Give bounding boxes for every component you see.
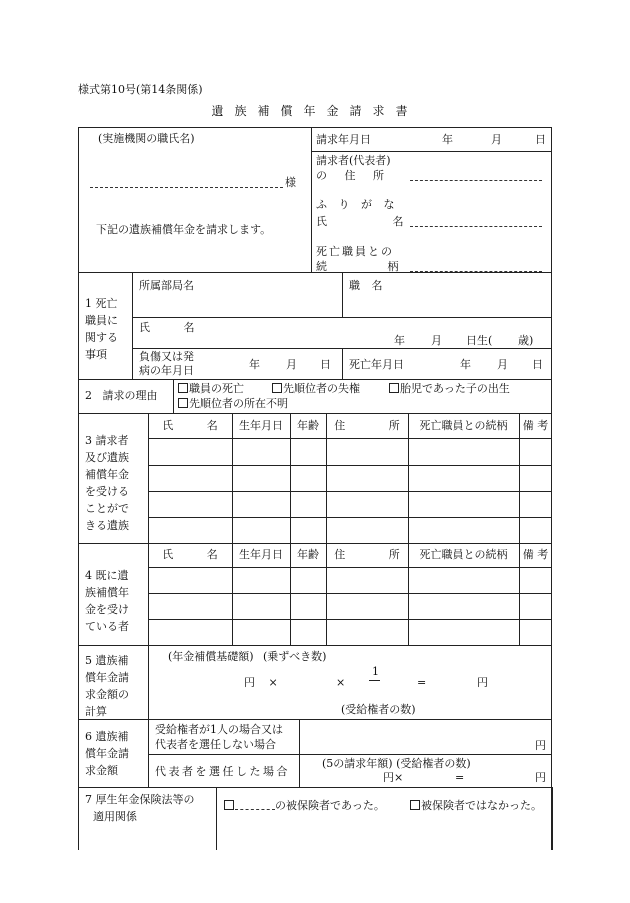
section3-label: 3 請求者 及び遺族 補償年金 を受ける ことがで きる遺族 — [85, 434, 129, 532]
age-suffix: 歳) — [518, 334, 534, 347]
request-statement: 下記の遺族補償年金を請求します。 — [96, 223, 272, 236]
reason-option-birth[interactable]: 胎児であった子の出生 — [389, 382, 510, 396]
request-year-unit: 年 — [442, 133, 453, 146]
death-date-label: 死亡年月日 — [349, 358, 404, 371]
times-sign: × — [336, 676, 346, 689]
relation-field[interactable] — [410, 271, 542, 272]
section7-label: 7 厚生年金保険法等の 適用関係 — [85, 793, 195, 823]
checkbox-icon — [410, 800, 420, 810]
fraction-bar — [369, 680, 380, 681]
death-year-unit: 年 — [460, 358, 471, 371]
birth-day-suffix: 日生( — [466, 334, 493, 347]
claimant-name-label: 氏 名 — [316, 215, 404, 228]
section1-label: 1 死亡 職員に 関する 事項 — [85, 297, 118, 361]
equals-sign: = — [417, 676, 427, 689]
birth-year-unit: 年 — [394, 334, 405, 347]
furigana-label: ふ り が な — [316, 198, 395, 211]
relation-label: 死亡職員との — [316, 245, 394, 258]
checkbox-icon — [389, 383, 399, 393]
request-day-unit: 日 — [535, 133, 546, 146]
s3-col-address: 住 所 — [334, 419, 400, 432]
deceased-name-label: 氏 名 — [139, 321, 195, 334]
injury-day-unit: 日 — [320, 358, 331, 371]
checkbox-icon — [224, 800, 234, 810]
agency-head-line[interactable] — [90, 187, 283, 188]
agency-head-label: (実施機関の職氏名) — [98, 132, 195, 145]
s3-col-age: 年齢 — [297, 419, 319, 432]
injury-date-label-2: 病の年月日 — [139, 364, 194, 377]
yen-result: 円 — [477, 676, 488, 689]
claimant-label: 請求者(代表者) — [316, 154, 391, 167]
reason-option-missing[interactable]: 先順位者の所在不明 — [178, 397, 288, 411]
address-field[interactable] — [410, 180, 542, 181]
s4-col-age: 年齢 — [297, 548, 319, 561]
relation-label-2: 続 柄 — [316, 260, 399, 273]
not-insured-option[interactable]: 被保険者ではなかった。 — [410, 799, 542, 813]
fraction-numerator: 1 — [372, 665, 379, 678]
death-month-unit: 月 — [497, 358, 508, 371]
section6-label: 6 遺族補 償年金請 求金額 — [85, 730, 129, 777]
honorific: 様 — [285, 176, 296, 189]
section2-label: 2 請求の理由 — [85, 389, 158, 402]
s4-col-birthdate: 生年月日 — [239, 548, 283, 561]
rep-yen-times: 円× — [383, 771, 404, 784]
rep-equals: = — [455, 771, 465, 784]
birth-month-unit: 月 — [431, 334, 442, 347]
s3-col-name: 氏 名 — [162, 419, 218, 432]
injury-year-unit: 年 — [249, 358, 260, 371]
injury-date-label: 負傷又は発 — [139, 350, 194, 363]
request-month-unit: 月 — [491, 133, 502, 146]
representative-label: 代表者を選任した場合 — [155, 765, 290, 778]
reason-option-forfeit[interactable]: 先順位者の失権 — [272, 382, 360, 396]
base-amount-label: (年金補償基礎額) — [168, 650, 254, 663]
reason-option-death[interactable]: 職員の死亡 — [178, 382, 244, 396]
insured-option[interactable]: の被保険者であった。 — [224, 799, 385, 813]
beneficiary-count-label: (受給権者の数) — [341, 703, 416, 716]
s3-col-birthdate: 生年月日 — [239, 419, 283, 432]
s4-col-remarks: 備 考 — [522, 548, 549, 561]
single-beneficiary-label-2: 代表者を選任しない場合 — [155, 738, 276, 751]
multiplier-label: (乗ずべき数) — [263, 650, 327, 663]
checkbox-icon — [272, 383, 282, 393]
document-title: 遺族補償年金請求書 — [211, 104, 419, 118]
section4-label: 4 既に遺 族補償年 金を受け ている者 — [85, 569, 129, 633]
form-number: 様式第10号(第14条関係) — [78, 83, 203, 96]
injury-month-unit: 月 — [286, 358, 297, 371]
death-day-unit: 日 — [532, 358, 543, 371]
single-amount-yen: 円 — [535, 739, 546, 752]
s4-col-name: 氏 名 — [162, 548, 218, 561]
rep-formula-label: (5の請求年額) (受給権者の数) — [322, 757, 471, 770]
single-beneficiary-label: 受給権者が1人の場合又は — [155, 723, 283, 736]
job-title-label: 職 名 — [349, 279, 383, 292]
address-label: の 住 所 — [316, 169, 384, 182]
insurance-name-blank[interactable] — [235, 800, 275, 810]
section5-label: 5 遺族補 償年金請 求金額の 計算 — [85, 654, 129, 718]
checkbox-icon — [178, 383, 188, 393]
yen-times: 円 × — [244, 676, 278, 689]
checkbox-icon — [178, 398, 188, 408]
claimant-name-field[interactable] — [410, 226, 542, 227]
s3-col-relation: 死亡職員との続柄 — [419, 419, 508, 432]
department-label: 所属部局名 — [139, 279, 194, 292]
rep-amount-yen: 円 — [535, 771, 546, 784]
s3-col-remarks: 備 考 — [522, 419, 549, 432]
s4-col-address: 住 所 — [334, 548, 400, 561]
request-date-label: 請求年月日 — [316, 133, 371, 146]
s4-col-relation: 死亡職員との続柄 — [419, 548, 508, 561]
